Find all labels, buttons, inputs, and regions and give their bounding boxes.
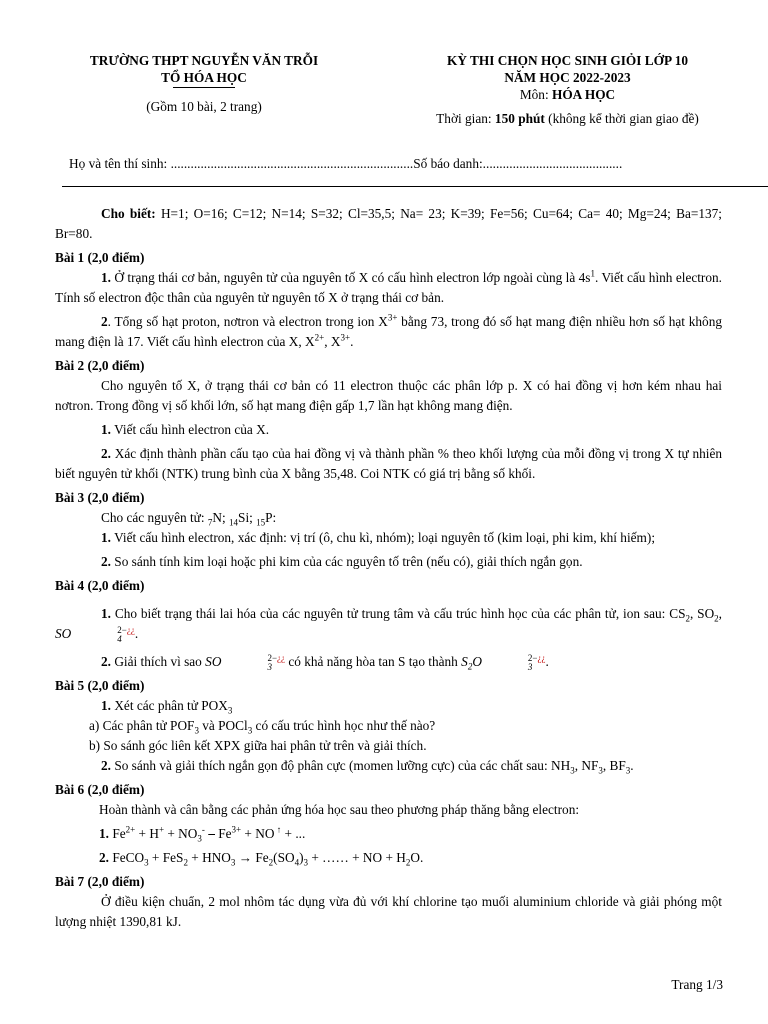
question-text: , SO: [689, 606, 715, 621]
header-divider: [62, 186, 768, 187]
time-value: 150 phút: [494, 111, 545, 126]
formula: O.: [410, 850, 424, 865]
subscript: 3: [625, 765, 631, 776]
reaction-arrow-icon: ⎯: [204, 826, 219, 841]
header-underline: [173, 87, 235, 88]
subscript: 3: [247, 725, 253, 736]
superscript: 2+: [125, 824, 136, 835]
subscript: 3: [197, 833, 202, 844]
question-text: So sánh và giải thích ngắn gọn độ phân cực (momen lưỡng cực) của các chất sau: NH: [114, 758, 571, 773]
bai5-question-1: [55, 696, 722, 716]
subscript: 3: [230, 857, 236, 868]
bai1-question-2: [55, 312, 722, 352]
question-text: Giải thích vì sao: [114, 654, 206, 669]
bai6-reaction-1: [55, 824, 722, 844]
subscript: 15: [256, 517, 266, 528]
subscript: 4: [117, 633, 122, 644]
subscript: 3: [144, 857, 149, 868]
bai2-question-1: [55, 420, 722, 440]
question-text: Ở trạng thái cơ bản, nguyên tử của nguyên tố X có cấu hình electron lớp ngoài cùng là 4s: [114, 270, 591, 285]
subscript: 3: [303, 857, 309, 868]
superscript: +: [158, 824, 165, 835]
subscript: 7: [207, 517, 213, 528]
superscript: 3+: [387, 312, 398, 323]
question-text: , NF: [574, 758, 599, 773]
bai5-title: Bài 5 (2,0 điểm): [55, 678, 145, 693]
formula: ): [299, 850, 304, 865]
question-text: Viết cấu hình electron, xác định: vị trí (ô, chu kì, nhóm); loại nguyên tố (kim loại, phi kim, khí hiếm);: [114, 530, 656, 545]
subscript: 3: [267, 661, 272, 672]
subscript: 3: [570, 765, 575, 776]
formula: + NO: [241, 826, 275, 841]
subject-value: HÓA HỌC: [551, 87, 616, 102]
candidate-id-field[interactable]: Số báo danh:..........................................: [413, 156, 623, 171]
question-number: 2.: [101, 654, 111, 669]
formula: + H: [135, 826, 159, 841]
question-number: 1.: [101, 698, 111, 713]
school-year: NĂM HỌC 2022-2023: [504, 70, 631, 85]
ion-charge: [482, 654, 546, 663]
bai7-title: Bài 7 (2,0 điểm): [55, 874, 145, 889]
formula: → Fe: [235, 850, 269, 865]
formula: Fe: [112, 826, 126, 841]
question-text: Xác định thành phần cấu tạo của hai đồng vị và thành phần % theo khối lượng của mỗi đồng vị trong X tự nhiên biết nguyên tử khối (NTK) trung bình của X bằng 35,48. Coi NTK có giá trị bằng số khối.: [55, 446, 722, 481]
question-number: 2.: [99, 850, 109, 865]
question-text: Xét các phân tử POX: [114, 698, 228, 713]
formula: (SO: [273, 850, 295, 865]
question-text: . Viết cấu hình electron. Tính số electron độc thân của nguyên tử nguyên tố X ở trạng thái cơ bản.: [55, 270, 722, 305]
bai1-question-1: [55, 268, 722, 308]
ion-charge-stack: [482, 654, 546, 672]
bai2-title: Bài 2 (2,0 điểm): [55, 358, 145, 373]
time-note: (không kể thời gian giao đề): [548, 111, 699, 126]
superscript: 3+: [340, 332, 351, 343]
ion-charge-stack: [71, 626, 135, 644]
formula-symbol: O: [472, 654, 482, 669]
subscript: 3: [227, 705, 233, 716]
question-text: Viết cấu hình electron của X.: [114, 422, 270, 437]
charge: 2−: [117, 624, 127, 635]
bai6-intro: Hoàn thành và cân bằng các phản ứng hóa học sau theo phương pháp thăng bằng electron:: [99, 802, 580, 817]
bai7-text: Ở điều kiện chuẩn, 2 mol nhôm tác dụng vừa đủ với khí chlorine tạo muối aluminium chloride và giải phóng một lượng nhiệt 1390,81 kJ.: [55, 894, 722, 929]
subscript: 3: [598, 765, 603, 776]
department-name: TỔ HÓA HỌC: [161, 70, 247, 85]
question-number: 2.: [101, 554, 111, 569]
question-text: So sánh tính kim loại hoặc phi kim của các nguyên tố trên (nếu có), giải thích ngắn gọn.: [110, 554, 583, 569]
render-artifact: ¿¿: [537, 652, 546, 663]
question-text: Cho các nguyên tử:: [101, 510, 205, 525]
question-text: có khả năng hòa tan S tạo thành: [285, 654, 462, 669]
question-text: , X: [324, 334, 341, 349]
given-data: [55, 204, 722, 244]
formula: + HNO: [187, 850, 231, 865]
question-number: 1.: [101, 530, 111, 545]
subscript: 3: [194, 725, 199, 736]
element-symbol: Si;: [238, 510, 257, 525]
bai4-question-1: [55, 604, 722, 644]
bai6-reaction-2: [55, 848, 722, 868]
ion-charge: [71, 626, 135, 635]
question-text: .: [134, 626, 139, 641]
question-text: .: [545, 654, 549, 669]
subject-label: Môn:: [519, 87, 549, 102]
time-line: [395, 110, 740, 127]
render-artifact: ¿¿: [277, 652, 286, 663]
element-symbol: N;: [212, 510, 230, 525]
question-number: 1.: [101, 606, 111, 621]
question-text: bằng 73, trong đó số hạt mang điện nhiều hơn số hạt không mang điện là 17. Viết cấu hình electron của X, X: [55, 314, 722, 349]
formula: + …… + NO + H: [308, 850, 406, 865]
bai2-intro: Cho nguyên tố X, ở trạng thái cơ bản có 11 electron thuộc các phân lớp p. X có hai đồng vị hơn kém nhau hai nơtron. Trong đồng vị số khối lớn, số hạt mang điện gấp 1,7 lần hạt không mang điện.: [55, 378, 722, 413]
formula: FeCO: [112, 850, 145, 865]
subscript: 2: [714, 613, 719, 624]
question-text: .: [630, 758, 634, 773]
given-text: H=1; O=16; C=12; N=14; S=32; Cl=35,5; Na= 23; K=39; Fe=56; Cu=64; Ca= 40; Mg=24; Ba=137; Br=80.: [55, 206, 722, 241]
formula-symbol: SO: [205, 654, 222, 669]
superscript: 1: [590, 268, 595, 279]
bai3-title: Bài 3 (2,0 điểm): [55, 490, 145, 505]
subscript: 14: [229, 517, 239, 528]
question-text: ,: [718, 606, 722, 621]
bai4-question-2: [55, 652, 722, 672]
question-number: 2.: [101, 758, 111, 773]
question-text: , BF: [602, 758, 626, 773]
question-number: 1.: [101, 422, 111, 437]
subscript: 2: [467, 661, 473, 672]
exam-title: KỲ THI CHỌN HỌC SINH GIỎI LỚP 10: [447, 53, 688, 68]
subscript: 4: [294, 857, 300, 868]
charge: 2−: [267, 652, 278, 663]
bai2-question-2: [55, 444, 722, 484]
bai6-title: Bài 6 (2,0 điểm): [55, 782, 145, 797]
bai5-question-2: [55, 756, 722, 776]
superscript: 3+: [231, 824, 242, 835]
bai3-question-2: [55, 552, 722, 572]
bai5-part-b: b) So sánh góc liên kết XPX giữa hai phân tử trên và giải thích.: [89, 738, 427, 753]
formula: + NO: [164, 826, 198, 841]
formula-symbol: SO: [55, 626, 72, 641]
formula: + ...: [281, 826, 306, 841]
exam-body: [55, 204, 722, 932]
gas-arrow-icon: ↑: [274, 824, 282, 835]
question-number: 1.: [99, 826, 109, 841]
exam-pages-note: (Gồm 10 bài, 2 trang): [146, 99, 262, 114]
school-header: [55, 52, 353, 115]
question-text: có cấu trúc hình học như thế nào?: [252, 718, 436, 733]
question-number: 1.: [101, 270, 111, 285]
exam-header: [395, 52, 740, 127]
subject-line: [395, 86, 740, 103]
bai3-question-1: [55, 528, 722, 548]
question-text: và POCl: [198, 718, 248, 733]
subscript: 2: [268, 857, 274, 868]
question-text: Cho biết trạng thái lai hóa của các nguyên tử trung tâm và cấu trúc hình học của các phân tử, ion sau: CS: [114, 606, 686, 621]
given-label: Cho biết:: [101, 206, 156, 221]
charge: 2−: [527, 652, 538, 663]
subscript: 2: [405, 857, 411, 868]
formula: Fe: [218, 826, 232, 841]
subscript: 3: [527, 661, 533, 672]
bai3-intro: [55, 508, 722, 528]
time-label: Thời gian:: [436, 111, 492, 126]
bai5-part-a: [55, 716, 722, 736]
formula: + FeS: [148, 850, 184, 865]
superscript: 2+: [314, 332, 325, 343]
question-text: . Tổng số hạt proton, nơtron và electron trong ion X: [107, 314, 388, 329]
school-name: TRƯỜNG THPT NGUYỄN VĂN TRỖI: [89, 53, 319, 68]
subscript: 2: [183, 857, 188, 868]
question-text: a) Các phân tử POF: [89, 718, 195, 733]
question-number: 2: [101, 314, 108, 329]
superscript: -: [201, 824, 205, 835]
bai1-title: Bài 1 (2,0 điểm): [55, 250, 145, 265]
formula-symbol: S: [461, 654, 468, 669]
candidate-info-line: [69, 156, 749, 172]
bai4-title: Bài 4 (2,0 điểm): [55, 578, 145, 593]
candidate-name-field[interactable]: Họ và tên thí sinh: .........................................................................: [69, 156, 414, 171]
element-symbol: P:: [265, 510, 277, 525]
question-text: .: [350, 334, 354, 349]
question-number: 2.: [101, 446, 111, 461]
subscript: 2: [685, 613, 690, 624]
page-number: Trang 1/3: [671, 977, 723, 992]
ion-charge: [221, 654, 285, 663]
ion-charge-stack: [221, 654, 285, 672]
render-artifact: ¿¿: [126, 624, 135, 635]
